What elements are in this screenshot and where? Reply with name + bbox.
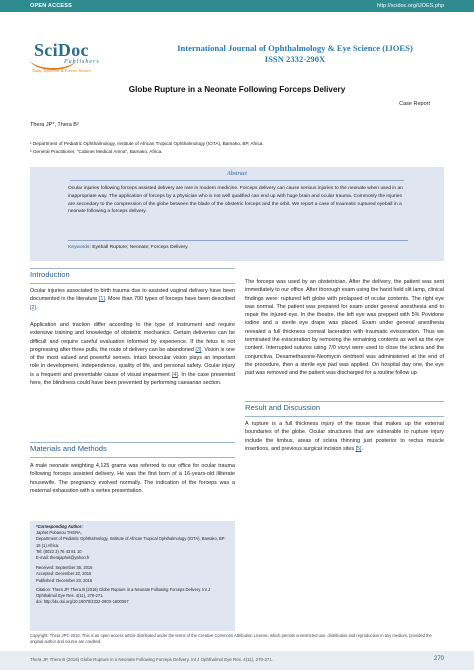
reference-link-3[interactable]: [3] bbox=[195, 346, 202, 353]
methods-rule-bottom bbox=[30, 457, 235, 458]
methods-heading: Materials and Methods bbox=[30, 444, 107, 453]
reference-link-1[interactable]: [1] bbox=[98, 296, 105, 303]
intro-p1-text-a: Ocular injuries associated to birth trauma due to assisted vaginal delivery have been documented in the literature bbox=[30, 288, 235, 303]
article-type: Case Report bbox=[399, 101, 430, 107]
corresponding-address: Department of Pediatric Ophthalmology, Institute of African Tropical Ophthalmology (IOTA), Bamako, BP: 15 (1) Africa. bbox=[36, 536, 226, 548]
reference-link-5[interactable]: [5] bbox=[355, 445, 362, 452]
affiliation-1: ¹ Department of Pediatric Ophthalmology, Institute of African Tropical Ophthalmology (IOTA), Bamako, BP, Africa. bbox=[30, 141, 264, 146]
reference-link-4[interactable]: [4] bbox=[171, 371, 178, 378]
logo-name: SciDoc bbox=[34, 40, 89, 60]
abstract-keywords bbox=[68, 240, 408, 250]
results-paragraph bbox=[245, 420, 444, 453]
intro-rule-top bbox=[30, 268, 235, 269]
accepted-date: Accepted: December 22, 2016 bbox=[36, 571, 92, 577]
abstract-heading: Abstract bbox=[227, 171, 247, 177]
abstract-divider bbox=[70, 180, 404, 181]
corresponding-heading: *Corresponding Author: bbox=[36, 524, 83, 529]
intro-paragraph-1 bbox=[30, 287, 235, 312]
article-title: Globe Rupture in a Neonate Following Forceps Delivery bbox=[128, 85, 346, 94]
article-authors: Thera JP*, Thera B² bbox=[30, 122, 79, 128]
journal-name: International Journal of Ophthalmology & Eye Science (IJOES) bbox=[177, 43, 413, 53]
keywords-list: Eyeball Rupture; Neonate; Forceps Delivery. bbox=[92, 245, 189, 250]
results-text-a: A rupture is a full thickness injury of the tissue that makes up the external boundaries of the globe. Ocular structures that are vulnerable to rupture injury include the limbus, areas of sclera thinning just posterior to rectus muscle insertions, and previous surgical incision sites bbox=[245, 421, 444, 452]
citation-text: Citation: Thera JP, Thera B (2016) Globe Rupture in a Neonate Following Forceps Delivery. Int J Ophthalmol Eye Res. 4(11), 270-271. bbox=[36, 586, 210, 599]
author-affiliations bbox=[30, 140, 450, 156]
methods-rule-top bbox=[30, 442, 235, 443]
corresponding-name: Japhet Pobanou THERA, bbox=[36, 530, 82, 536]
intro-p1-text-b: . More than 700 types of forceps have been described bbox=[104, 296, 236, 303]
abstract-box bbox=[30, 167, 444, 261]
footer-citation: Thera JP, Thera B (2016) Globe Rupture in a Neonate Following Forceps Delivery. Int J Ophthalmol Eye Res. 4(11), 270-271. bbox=[30, 657, 273, 662]
abstract-text: Ocular injuries following forceps assisted delivery are rare in modern medicine. Forceps delivery can cause serious injuries to the neonate when used in an inappropriate way. The application of forceps by a physician who is not well qualified can end up with huge brain and ocular trauma. Commonly the injuries are secondary to the compression of the globe between the blade of the obstetric forceps and the orbit. We report a case of traumatic ruptured eyeball in a neonate following a forceps delivery. bbox=[68, 186, 403, 215]
doi-link[interactable]: doi: http://dx.doi.org/10.19070/2332-290X-1600057 bbox=[36, 599, 129, 605]
reference-link-2[interactable]: [2] bbox=[30, 304, 36, 311]
journal-issn: ISSN 2332-290X bbox=[264, 54, 326, 64]
results-rule-bottom bbox=[245, 416, 444, 417]
published-date: Published: December 23, 2016 bbox=[36, 577, 93, 583]
intro-paragraph-2 bbox=[30, 321, 235, 387]
corresponding-phone: Tel: (0022 3) 76 43 81 10 bbox=[36, 548, 82, 554]
intro-rule-bottom bbox=[30, 283, 235, 284]
intro-p2-text-b: . Vision is one of the most valued and powerful senses. Intact binocular vision plays an important role in development, independence, quality of life, and personal safety. Ocular injury is a frequent and preventable cause of visual impairment bbox=[30, 346, 235, 378]
page-footer bbox=[0, 651, 474, 670]
intro-p2-text-c: . In the case presented here, the blindness could have been prevented by performing caesarian section. bbox=[30, 371, 235, 387]
results-heading: Result and Discussion bbox=[245, 403, 321, 412]
results-text-b: . bbox=[361, 445, 364, 452]
open-access-label: OPEN ACCESS bbox=[30, 3, 73, 9]
intro-p1-text-c: . bbox=[36, 304, 38, 311]
page-number: 270 bbox=[433, 656, 444, 662]
journal-header bbox=[150, 43, 440, 65]
case-paragraph: The forceps was used by an obstetrician. After the delivery, the patient was sent immediately to our office. After thorough exam using the hand held slit lamp, clinical findings were: ruptured left globe with prolapsed of ocular contents. The right eye was normal. The patient was prepared for exam under general anesthesia and to repair the injured eye. In the theatre, the left eye was prepped with 5% Povidone iodine and a sterile eye drape was placed. Exam under general anesthesia revealed a full thickness corneal laceration with traumatic evisceration. Thus we terminated the evisceration by removing the remaining contents as well as the eye content. Interrupted sutures using 7/0 vicryl were used to close the sclera and the conjunctiva. Dexamethasone-Neomycin ointment was administered at the end of the procedure, then a sterile eye pad was applied. On hospital day one, the eye pad was removed and the patient was discharged for a routine follow up. bbox=[245, 279, 444, 377]
keywords-label: Keywords: bbox=[68, 245, 91, 250]
scidoc-logo bbox=[30, 38, 125, 78]
logo-publishers: Publishers bbox=[64, 59, 100, 65]
corresponding-author-box bbox=[30, 521, 235, 631]
received-date: Received: September 30, 2016 bbox=[36, 565, 93, 571]
journal-top-bar bbox=[0, 0, 474, 12]
results-rule-top bbox=[245, 401, 444, 402]
copyright-notice: Copyright: Thera JP© 2016. This is an open-access article distributed under the terms of the Creative Commons Attribution License, which permits unrestricted use, distribution and reproduction in any medium, provided the original author and source are credited. bbox=[30, 633, 432, 645]
corresponding-email[interactable]: E-mail: therajaphet@yahoo.fr bbox=[36, 555, 90, 561]
journal-url-link[interactable]: http://scidoc.org/IJOES.php bbox=[377, 3, 444, 9]
methods-paragraph: A male neonate weighting 4,125 grams was referred to our office for ocular trauma following forceps assisted delivery. He was the first born of a 16-years-old illiterate housewife. The pregnancy evolved normally. The indication of the forceps was a maternal exhaustion with a vertex presentation. bbox=[30, 463, 235, 494]
affiliation-2: ² General Practitioner, "Cabinet Medical Amna", Bamako, Africa. bbox=[30, 149, 163, 154]
intro-heading: Introduction bbox=[30, 270, 70, 279]
logo-tagline: Today, Tomorrow & Forever Science bbox=[32, 68, 91, 73]
intro-p2-text-a: Application and traction differ according to the type of instrument and require extensive training and knowledge of obstetric mechanics. Certain deliveries can be difficult and require careful evaluation informed by experience. If the fetus is not progressing after three pulls, the route of delivery can be abandoned bbox=[30, 322, 235, 353]
